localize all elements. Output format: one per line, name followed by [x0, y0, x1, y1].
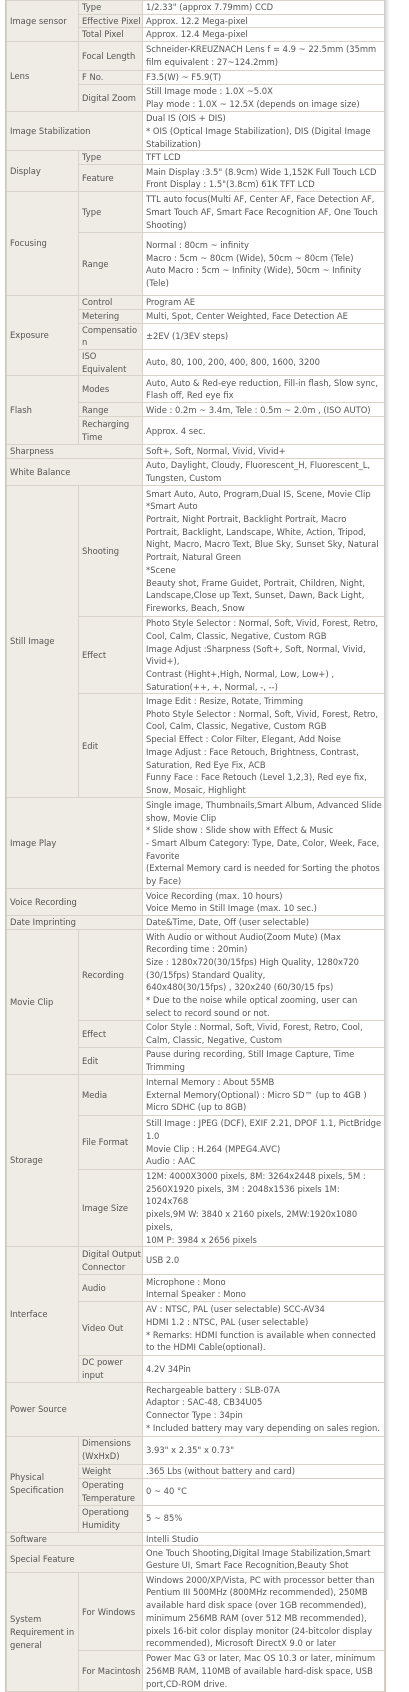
sub-label: Type — [79, 151, 143, 165]
value-line: F3.5(W) ~ F5.9(T) — [146, 72, 222, 83]
value-line: With Audio or without Audio(Zoom Mute) (Max — [146, 931, 341, 942]
value-line: Adaptor : SAC-48, CB34U05 — [146, 1397, 263, 1408]
category-voice-recording: Voice Recording — [7, 889, 143, 916]
sub-label: Edit — [79, 694, 143, 798]
value-line: (30/15fps) Standard Quality, — [146, 969, 266, 980]
spec-value — [143, 403, 385, 417]
sub-label: Digital Output Connector — [79, 1247, 143, 1275]
value-line: Calm, Classic, Negative, Custom — [146, 1035, 283, 1046]
value-line: 10M P: 3984 x 2656 pixels — [146, 1234, 257, 1245]
category-exposure: Exposure — [7, 296, 79, 376]
value-line: Approx. 12.2 Mega-pixel — [146, 15, 248, 26]
value-line: 0 ~ 40 °C — [146, 1486, 188, 1497]
value-line: Portrait, Backlight, Landscape, White, Action, Tripod, — [146, 526, 366, 537]
value-line: Microphone : Mono — [146, 1276, 226, 1287]
value-line: Pause during recording, Still Image Capture, Time — [146, 1049, 355, 1060]
value-line: Still Image : JPEG (DCF), EXIF 2.21, DPOF 1.1, PictBridge — [146, 1118, 382, 1129]
spec-value — [143, 112, 385, 151]
sub-label: For Macintosh — [79, 1651, 143, 1692]
value-line: Auto Macro : 5cm ~ Infinity (Wide), 50cm ~ Infinity — [146, 265, 362, 276]
value-line: Rechargeable battery : SLB-07A — [146, 1384, 280, 1395]
value-line: 256MB RAM, 110MB of available hard-disk space, USB — [146, 1666, 373, 1677]
spec-value — [143, 28, 385, 42]
value-line: Approx. 12.4 Mega-pixel — [146, 29, 248, 40]
spec-value — [143, 417, 385, 445]
value-line: Approx. 4 sec. — [146, 425, 206, 436]
value-line: Main Display :3.5" (8.9cm) Wide 1,152K Full Touch LCD — [146, 166, 377, 177]
value-line: * Due to the noise while optical zooming, user can — [146, 995, 358, 1006]
value-line: Voice Memo in Still Image (max. 10 sec.) — [146, 903, 317, 914]
spec-value — [143, 486, 385, 617]
value-line: Macro : 5cm ~ 80cm (Wide), 50cm ~ 80cm (Tele) — [146, 252, 354, 263]
spec-value — [143, 1505, 385, 1532]
value-line: HDMI 1.2 : NTSC, PAL (user selectable) — [146, 1317, 309, 1328]
category-display: Display — [7, 151, 79, 192]
sub-label: Effective Pixel — [79, 14, 143, 28]
category-focusing: Focusing — [7, 192, 79, 296]
sub-label: Image Size — [79, 1170, 143, 1247]
spec-value — [143, 1546, 385, 1573]
sub-label: Total Pixel — [79, 28, 143, 42]
spec-value — [143, 930, 385, 1021]
value-line: ±2EV (1/3EV steps) — [146, 330, 229, 341]
spec-value — [143, 42, 385, 71]
value-line: select to record sound or not. — [146, 1007, 270, 1018]
value-line: Image Edit : Resize, Rotate, Trimming — [146, 696, 304, 707]
value-line: Audio : AAC — [146, 1156, 196, 1167]
value-line: 640x480(30/15fps) , 320x240 (60/30/15 fps) — [146, 982, 334, 993]
category-storage: Storage — [7, 1075, 79, 1247]
value-line: * Remarks: HDMI function is available when connected — [146, 1329, 376, 1340]
sub-label: Audio — [79, 1275, 143, 1302]
value-line: Connector Type : 34pin — [146, 1410, 243, 1421]
value-line: Size : 1280x720(30/15fps) High Quality, 1280x720 — [146, 957, 359, 967]
value-line: Cool, Calm, Classic, Negative, Custom RGB — [146, 721, 327, 732]
value-line: Saturation, Red Eye Fix, ACB — [146, 759, 266, 770]
category-lens: Lens — [7, 42, 79, 112]
value-line: Fireworks, Beach, Snow — [146, 602, 245, 613]
value-line: Gesture UI, Smart Face Recognition,Beauty Shot — [146, 1560, 349, 1571]
value-line: Program AE — [146, 297, 196, 308]
value-line: Special Effect : Color Filter, Elegant, Add Noise — [146, 734, 341, 745]
value-line: *Smart Auto — [146, 501, 198, 512]
sub-label: Media — [79, 1075, 143, 1116]
spec-value — [143, 1170, 385, 1247]
value-line: Flash off, Red eye fix — [146, 390, 234, 401]
value-line: One Touch Shooting,Digital Image Stabilization,Smart — [146, 1547, 371, 1558]
sub-label: Focal Length — [79, 42, 143, 71]
value-line: Shooting) — [146, 219, 187, 230]
value-line: USB 2.0 — [146, 1255, 180, 1266]
spec-table — [6, 0, 385, 1692]
spec-value — [143, 1048, 385, 1075]
value-line: Auto, Daylight, Cloudy, Fluorescent_H, Fluorescent_L, — [146, 460, 371, 471]
spec-value — [143, 1532, 385, 1546]
value-line: Portrait, Natural Green — [146, 552, 242, 563]
spec-value — [143, 1021, 385, 1048]
value-line: Contrast (Hight+,High, Normal, Low, Low+) , — [146, 668, 335, 679]
category-sharpness: Sharpness — [7, 445, 143, 459]
value-line: Soft+, Soft, Normal, Vivid, Vivid+ — [146, 446, 286, 457]
spec-value — [143, 617, 385, 694]
sub-label: Compensation — [79, 323, 143, 349]
value-line: Night, Macro, Macro Text, Blue Sky, Sunset Sky, Natural — [146, 539, 379, 550]
spec-value — [143, 445, 385, 459]
spec-value — [143, 889, 385, 916]
sub-label: File Format — [79, 1116, 143, 1170]
value-line: Image Adjust : Face Retouch, Brightness, Contrast, — [146, 746, 359, 757]
sub-label: Modes — [79, 376, 143, 403]
value-line: film equivalent : 27~124.2mm) — [146, 57, 279, 68]
spec-value — [143, 1356, 385, 1382]
spec-value — [143, 165, 385, 192]
sub-label: Range — [79, 233, 143, 296]
sub-label: Operationg Humidity — [79, 1505, 143, 1532]
value-line: Pentium III 500MHz (800MHz recommended), 250MB — [146, 1587, 368, 1598]
sub-label: Feature — [79, 165, 143, 192]
sub-label: Video Out — [79, 1302, 143, 1356]
value-line: Favorite — [146, 850, 180, 861]
category-interface: Interface — [7, 1247, 79, 1382]
value-line: *Scene — [146, 564, 176, 575]
spec-value — [143, 798, 385, 889]
value-line: 3.93" x 2.35" x 0.73" — [146, 1444, 235, 1455]
category-flash: Flash — [7, 376, 79, 445]
value-line: to the HDMI Cable(optional). — [146, 1342, 266, 1353]
value-line: 1.0 — [146, 1130, 160, 1141]
spec-value — [143, 350, 385, 376]
sub-label: F No. — [79, 71, 143, 85]
spec-value — [143, 459, 385, 486]
value-line: Internal Memory : About 55MB — [146, 1077, 275, 1087]
spec-value — [143, 1275, 385, 1302]
value-line: Micro SDHC (up to 8GB) — [146, 1102, 247, 1113]
value-line: Photo Style Selector : Normal, Soft, Vivid, Forest, Retro, — [146, 708, 379, 719]
category-movie-clip: Movie Clip — [7, 930, 79, 1075]
category-software: Software — [7, 1532, 143, 1546]
value-line: Multi, Spot, Center Weighted, Face Detection AE — [146, 310, 348, 321]
value-line: minimum 256MB RAM (over 512 MB recommended), — [146, 1612, 367, 1623]
spec-value — [143, 1382, 385, 1436]
category-image-play: Image Play — [7, 798, 143, 889]
value-line: (Tele) — [146, 277, 169, 288]
value-line: * Slide show : Slide show with Effect & Music — [146, 825, 334, 836]
sub-label: Recording — [79, 930, 143, 1021]
spec-value — [143, 1478, 385, 1505]
sub-label: ISO Equivalent — [79, 350, 143, 376]
spec-value — [143, 1436, 385, 1464]
spec-value — [143, 1116, 385, 1170]
value-line: Wide : 0.2m ~ 3.4m, Tele : 0.5m ~ 2.0m , (ISO AUTO) — [146, 404, 371, 415]
sub-label: Weight — [79, 1464, 143, 1478]
value-line: Smart Touch AF, Smart Face Recognition AF, One Touch — [146, 206, 378, 217]
sub-label: Type — [79, 1, 143, 15]
value-line: Power Mac G3 or later, Mac OS 10.3 or later, minimum — [146, 1653, 376, 1664]
value-line: Tungsten, Custom — [146, 473, 222, 484]
spec-value — [143, 296, 385, 310]
value-line: Still Image mode : 1.0X ~5.0X — [146, 86, 273, 97]
category-system-requirement: System Requirement in general — [7, 1573, 79, 1692]
sub-label: Digital Zoom — [79, 85, 143, 112]
sub-label: Control — [79, 296, 143, 310]
value-line: Intelli Studio — [146, 1533, 199, 1544]
category-special-feature: Special Feature — [7, 1546, 143, 1573]
value-line: 12M: 4000X3000 pixels, 8M: 3264x2448 pixels, 5M : — [146, 1171, 366, 1182]
value-line: by Face) — [146, 876, 182, 887]
value-line: Saturation(++, +, Normal, -, --) — [146, 681, 278, 692]
value-line: pixels,9M W: 3840 x 2160 pixels, 2MW:1920x1080 pixels, — [146, 1209, 358, 1232]
value-line: - Smart Album Category: Type, Date, Color, Week, Face, — [146, 838, 380, 848]
value-line: Trimming — [146, 1062, 185, 1073]
value-line: available hard disk space (over 1GB recommended), — [146, 1600, 367, 1611]
value-line: Image Adjust :Sharpness (Soft+, Soft, Normal, Vivid, — [146, 643, 366, 654]
value-line: Recording time : 20min) — [146, 944, 248, 955]
value-line: show, Movie Clip — [146, 812, 217, 823]
value-line: Photo Style Selector : Normal, Soft, Vivid, Forest, Retro, — [146, 618, 379, 629]
value-line: Movie Clip : H.264 (MPEG4.AVC) — [146, 1143, 281, 1154]
spec-value — [143, 85, 385, 112]
spec-value — [143, 233, 385, 296]
value-line: Cool, Calm, Classic, Negative, Custom RGB — [146, 630, 327, 641]
value-line: Single image, Thumbnails,Smart Album, Advanced Slide — [146, 799, 382, 810]
value-line: External Memory(Optional) : Micro SD™ (up to 4GB ) — [146, 1089, 367, 1100]
value-line: * Included battery may vary depending on sales region. — [146, 1422, 381, 1433]
value-line: Date&Time, Date, Off (user selectable) — [146, 917, 310, 928]
spec-value — [143, 1, 385, 15]
sub-label: Type — [79, 192, 143, 233]
value-line: Dual IS (OIS + DIS) — [146, 113, 226, 124]
category-still-image: Still Image — [7, 486, 79, 798]
value-line: Schneider-KREUZNACH Lens f = 4.9 ~ 22.5mm (35mm — [146, 44, 377, 55]
value-line: Color Style : Normal, Soft, Vivid, Forest, Retro, Cool, — [146, 1022, 363, 1033]
value-line: TTL auto focus(Multi AF, Center AF, Face Detection AF, — [146, 194, 375, 205]
spec-value — [143, 14, 385, 28]
value-line: Beauty shot, Frame Guidet, Portrait, Children, Night, — [146, 577, 366, 588]
sub-label: Range — [79, 403, 143, 417]
sub-label: Effect — [79, 617, 143, 694]
sub-label: Recharging Time — [79, 417, 143, 445]
sub-label: For Windows — [79, 1573, 143, 1651]
sub-label: DC power input — [79, 1356, 143, 1382]
sub-label: Operating Temperature — [79, 1478, 143, 1505]
spec-value — [143, 376, 385, 403]
spec-value — [143, 309, 385, 323]
value-line: Play mode : 1.0X ~ 12.5X (depends on image size) — [146, 99, 360, 110]
value-line: 2560X1920 pixels, 3M : 2048x1536 pixels 1M: 1024x768 — [146, 1183, 340, 1207]
category-power-source: Power Source — [7, 1382, 143, 1436]
category-physical-specification: Physical Specification — [7, 1436, 79, 1532]
spec-value — [143, 916, 385, 930]
spec-value — [143, 192, 385, 233]
value-line: port,CD-ROM drive. — [146, 1678, 228, 1689]
category-white-balance: White Balance — [7, 459, 143, 486]
value-line: 5 ~ 85% — [146, 1513, 183, 1524]
value-line: .365 Lbs (without battery and card) — [146, 1465, 295, 1476]
category-image-sensor: Image sensor — [7, 1, 79, 42]
value-line: Auto, Auto & Red-eye reduction, Fill-in flash, Slow sync, — [146, 377, 379, 388]
value-line: pixels 16-bit color display monitor (24-bitcolor display — [146, 1625, 373, 1636]
spec-value — [143, 694, 385, 798]
value-line: * OIS (Optical Image Stabilization), DIS (Digital Image — [146, 125, 371, 136]
spec-value — [143, 1302, 385, 1356]
sub-label: Shooting — [79, 486, 143, 617]
value-line: Snow, Mosaic, Highlight — [146, 784, 246, 795]
spec-value — [143, 71, 385, 85]
page-edge-shadow — [384, 0, 390, 1600]
spec-value — [143, 1651, 385, 1692]
value-line: Landscape,Close up Text, Sunset, Dawn, Back Light, — [146, 590, 365, 601]
value-line: Auto, 80, 100, 200, 400, 800, 1600, 3200 — [146, 357, 320, 368]
spec-sheet — [5, 0, 386, 1692]
value-line: Voice Recording (max. 10 hours) — [146, 890, 283, 901]
category-image-stabilization: Image Stabilization — [7, 112, 143, 151]
sub-label: Dimensions (WxHxD) — [79, 1436, 143, 1464]
value-line: Vivid+), — [146, 656, 180, 667]
sub-label: Metering — [79, 309, 143, 323]
spec-value — [143, 1573, 385, 1651]
spec-value — [143, 1464, 385, 1478]
value-line: 1/2.33" (approx 7.79mm) CCD — [146, 2, 274, 12]
category-date-imprinting: Date Imprinting — [7, 916, 143, 930]
sub-label: Edit — [79, 1048, 143, 1075]
value-line: Windows 2000/XP/Vista, PC with processor better than — [146, 1574, 375, 1585]
value-line: recommended), Microsoft DirectX 9.0 or later — [146, 1638, 337, 1649]
spec-value — [143, 323, 385, 349]
spec-value — [143, 1075, 385, 1116]
spec-value — [143, 1247, 385, 1275]
value-line: Front Display : 1.5"(3.8cm) 61K TFT LCD — [146, 179, 315, 190]
value-line: Funny Face : Face Retouch (Level 1,2,3), Red eye fix, — [146, 772, 367, 783]
value-line: TFT LCD — [146, 152, 181, 163]
value-line: Normal : 80cm ~ infinity — [146, 239, 249, 250]
value-line: Portrait, Night Portrait, Backlight Portrait, Macro — [146, 514, 347, 525]
sub-label: Effect — [79, 1021, 143, 1048]
value-line: Internal Speaker : Mono — [146, 1289, 246, 1300]
value-line: AV : NTSC, PAL (user selectable) SCC-AV34 — [146, 1304, 325, 1315]
value-line: Stabilization) — [146, 138, 201, 149]
value-line: 4.2V 34Pin — [146, 1363, 191, 1374]
spec-value — [143, 151, 385, 165]
value-line: (External Memory card is needed for Sorting the photos — [146, 863, 380, 874]
value-line: Smart Auto, Auto, Program,Dual IS, Scene, Movie Clip — [146, 488, 371, 499]
